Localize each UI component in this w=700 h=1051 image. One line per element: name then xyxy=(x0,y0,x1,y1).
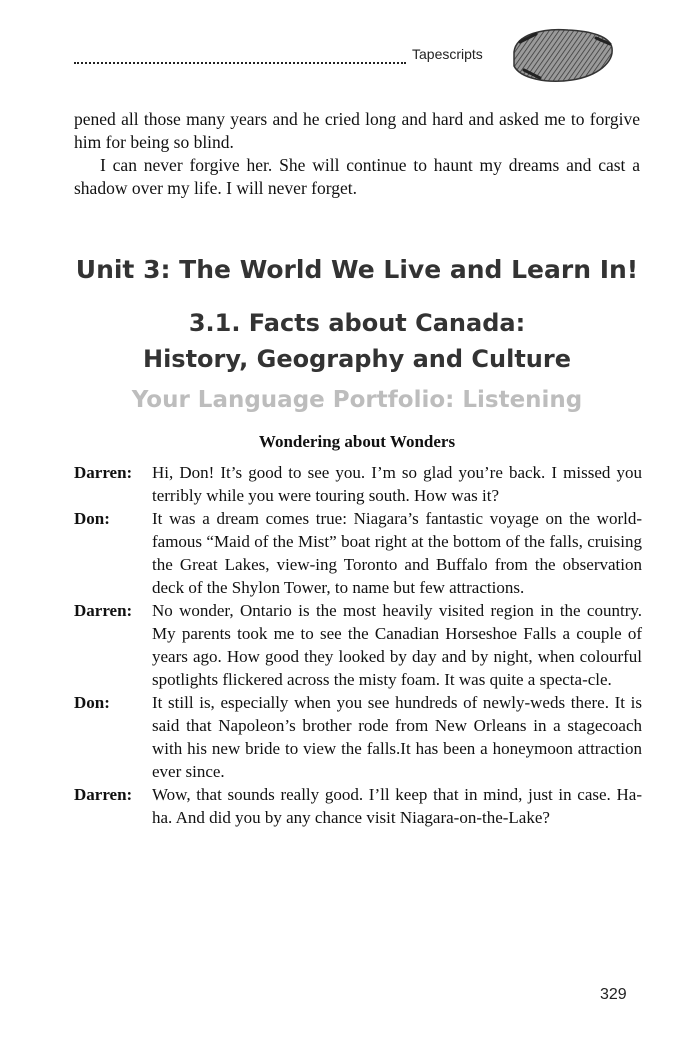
section-title-line-1: 3.1. Facts about Canada: xyxy=(188,309,526,337)
dialog-turn xyxy=(74,691,642,783)
speaker-name: Don: xyxy=(74,509,110,528)
header-decoration-icon xyxy=(506,22,616,86)
speaker-name: Don: xyxy=(74,693,110,712)
utterance: Hi, Don! It’s good to see you. I’m so glad you’re back. I missed you terribly while you were touring south. How was it? xyxy=(152,463,642,505)
speaker-name: Darren: xyxy=(74,601,133,620)
intro-paragraph: pened all those many years and he cried long and hard and asked me to forgive him for being so blind. xyxy=(74,109,640,152)
utterance: It still is, especially when you see hundreds of newly-weds there. It is said that Napoleon’s brother rode from New Orleans in a stagecoach with his new bride to view the falls.It has been a honeymoon attraction ever since. xyxy=(152,693,642,781)
utterance: No wonder, Ontario is the most heavily visited region in the country. My parents took me to see the Canadian Horseshoe Falls a couple of years ago. How good they looked by day and by night, when colourful spotlights flickered across the misty foam. It was quite a specta-cle. xyxy=(152,601,642,689)
header-dotted-rule xyxy=(74,48,406,64)
dialog xyxy=(74,461,642,829)
speaker-name: Darren: xyxy=(74,785,133,804)
page-number: 329 xyxy=(600,986,627,1003)
section-title-line-2: History, Geography and Culture xyxy=(142,345,571,373)
unit-title: Unit 3: The World We Live and Learn In! xyxy=(75,255,639,284)
header-section-label: Tapescripts xyxy=(412,46,483,62)
utterance: Wow, that sounds really good. I’ll keep that in mind, just in case. Ha-ha. And did you by any chance visit Niagara-on-the-Lake? xyxy=(152,785,642,827)
dialog-turn xyxy=(74,783,642,829)
running-header xyxy=(74,44,634,74)
speaker-name: Darren: xyxy=(74,463,133,482)
portfolio-heading: Your Language Portfolio: Listening xyxy=(131,387,583,413)
utterance: It was a dream comes true: Niagara’s fantastic voyage on the world-famous “Maid of the Mist” boat right at the bottom of the falls, cruising the Great Lakes, view-ing Toronto and Buffalo from the observation deck of the Shylon Tower, to name but few attractions. xyxy=(152,509,642,597)
dialog-turn xyxy=(74,461,642,507)
dialog-turn xyxy=(74,599,642,691)
section-title xyxy=(74,305,640,377)
dialog-turn xyxy=(74,507,642,599)
intro-text xyxy=(74,108,640,200)
dialog-title: Wondering about Wonders xyxy=(258,432,456,451)
intro-paragraph: I can never forgive her. She will continue to haunt my dreams and cast a shadow over my life. I will never forget. xyxy=(74,155,640,198)
